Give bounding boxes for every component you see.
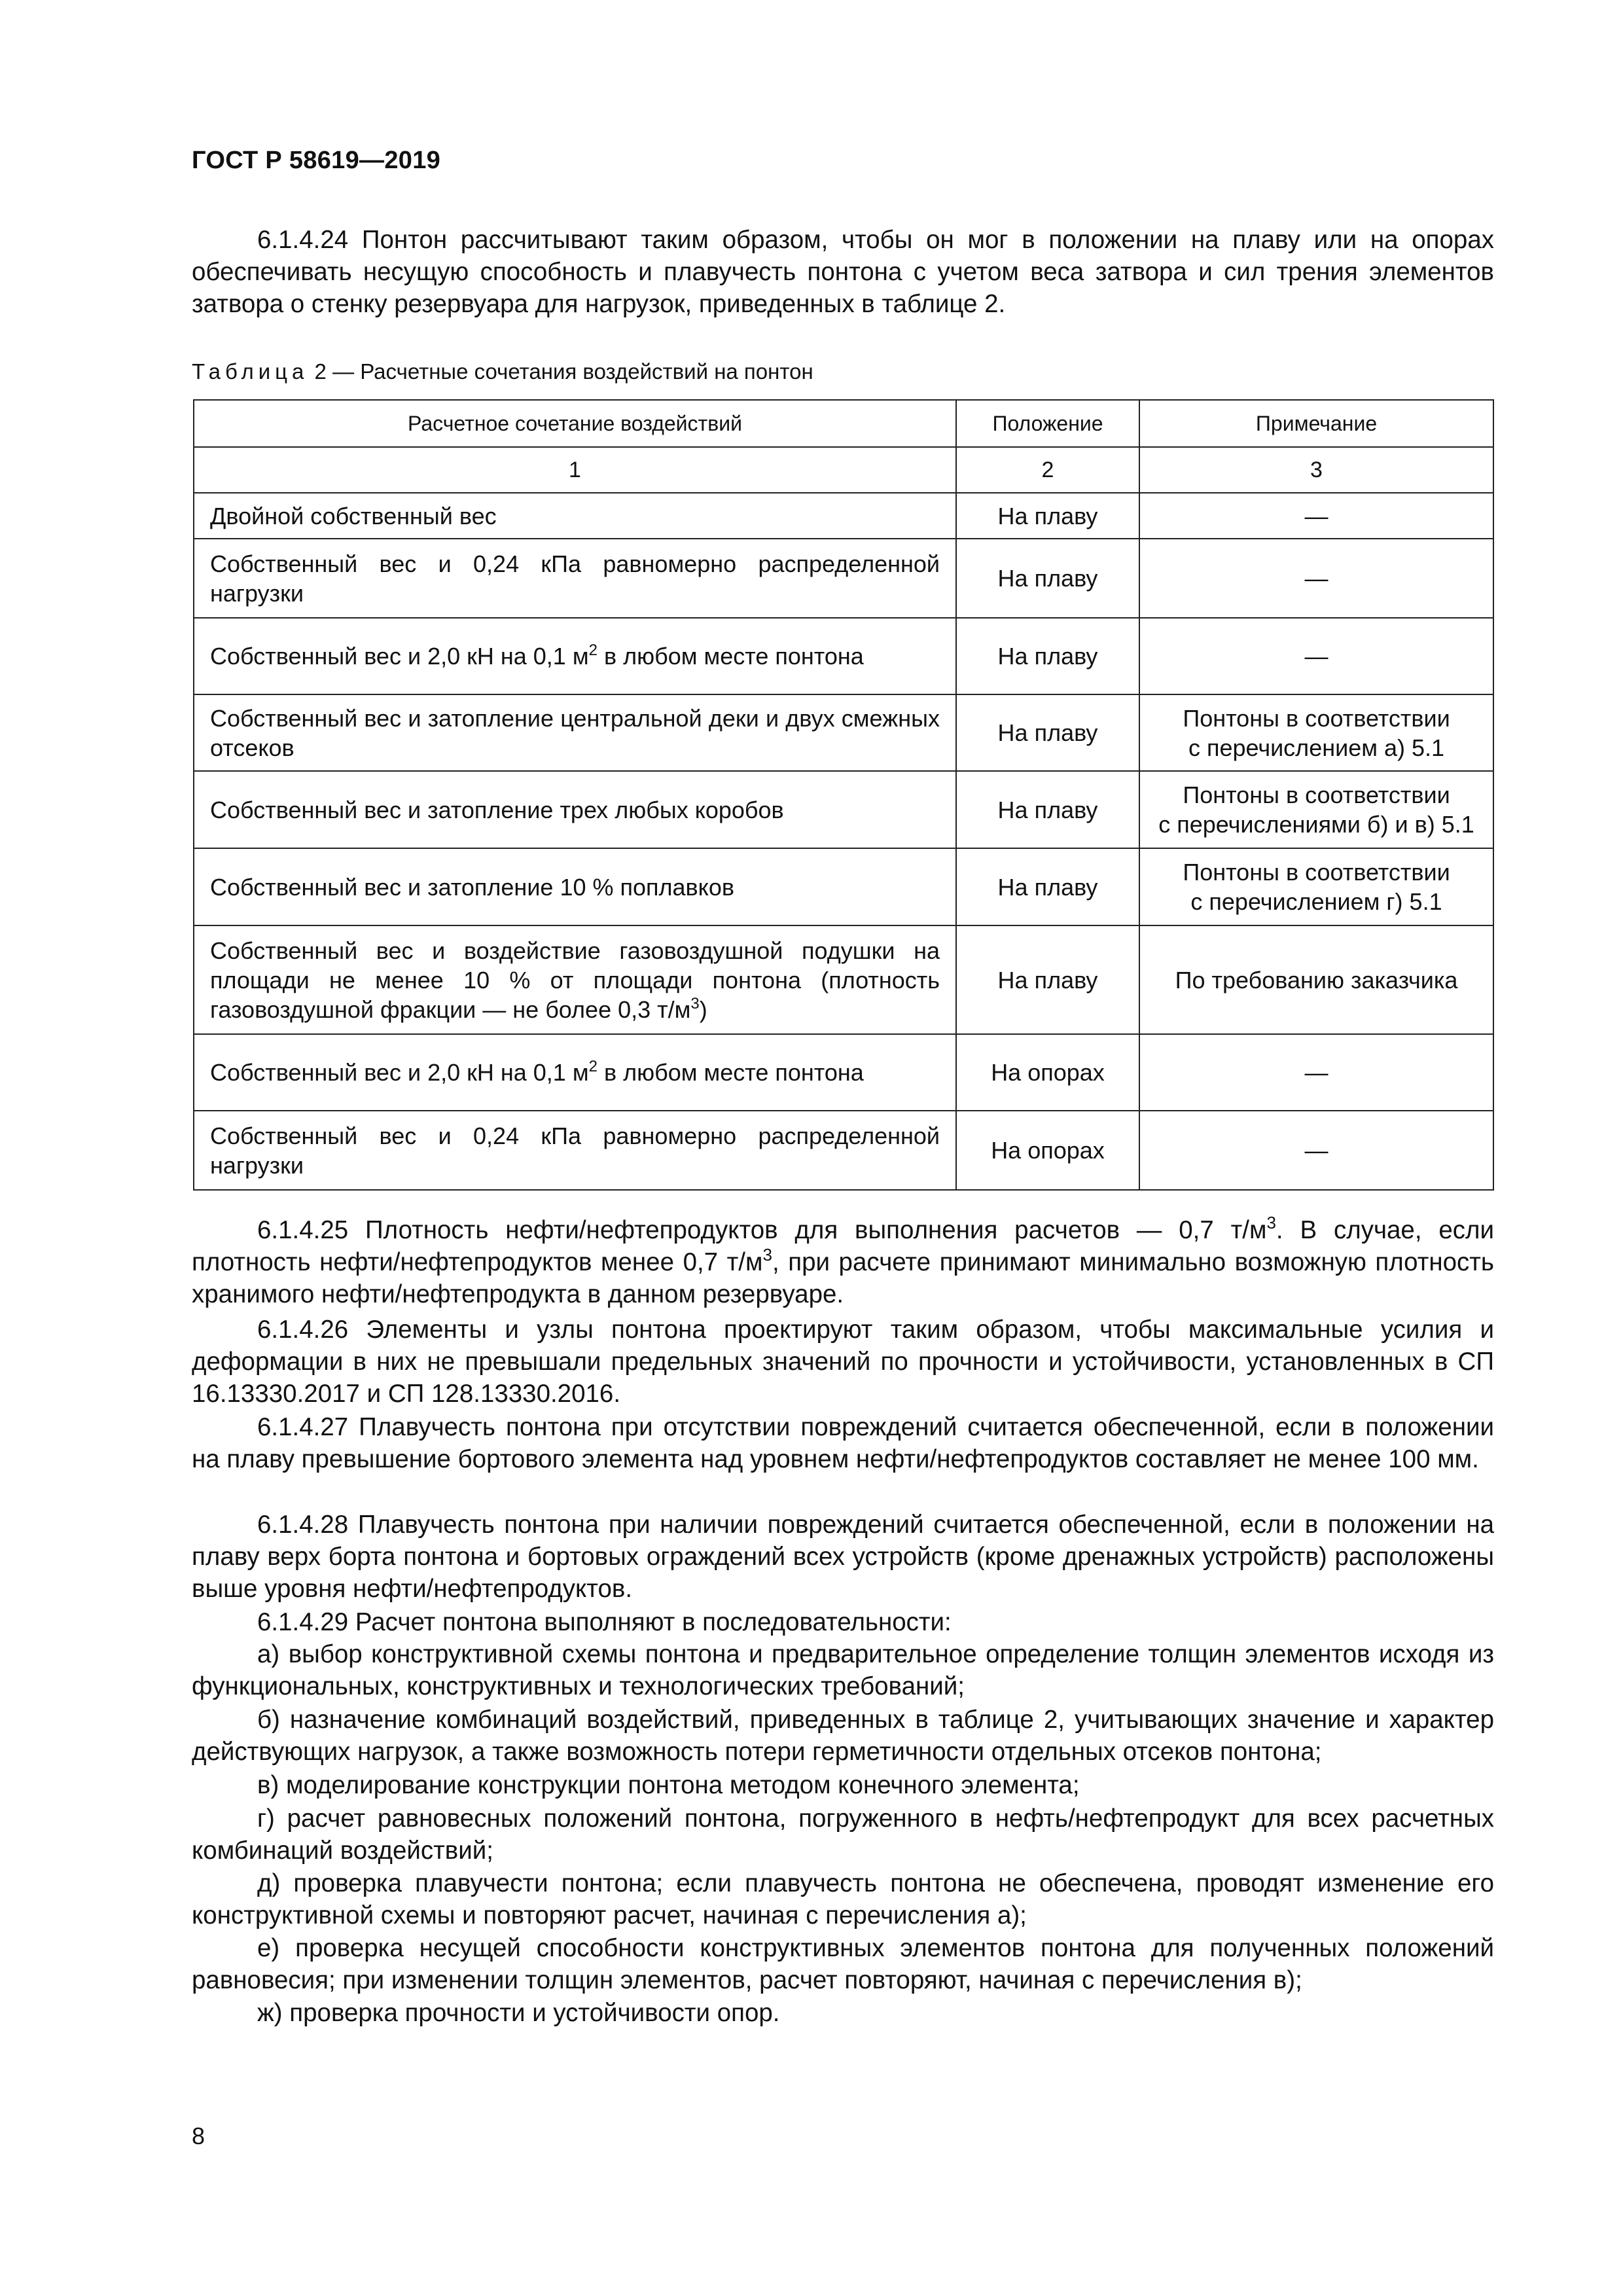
row-combination (194, 925, 956, 1034)
note-line: По требованию заказчика (1175, 966, 1458, 994)
table-caption-text: 2 — Расчетные сочетания воздействий на понтон (308, 359, 813, 384)
text-part: ) (699, 996, 707, 1023)
list-item-b: б) назначение комбинаций воздействий, приведенных в таблице 2, учитывающих значение и характер действующих нагрузок, а также возможность потери герметичности отдельных отсеков понтона; (192, 1706, 1494, 1766)
note-line: — (1304, 502, 1329, 529)
row-position: На плаву (956, 771, 1139, 848)
table-header-row (194, 400, 1493, 447)
table-row (194, 493, 1493, 539)
table-row (194, 848, 1493, 925)
superscript: 3 (690, 994, 700, 1013)
table-row (194, 1034, 1493, 1111)
table-row (194, 1111, 1493, 1190)
loads-table (193, 399, 1494, 1191)
superscript: 3 (762, 1245, 772, 1265)
row-position: На плаву (956, 925, 1139, 1034)
text-part: 6.1.4.25 Плотность нефти/нефтепродуктов для выполнения расчетов — 0,7 т/м (257, 1216, 1267, 1244)
row-note (1139, 1111, 1493, 1190)
paragraph-6-1-4-28: 6.1.4.28 Плавучесть понтона при наличии повреждений считается обеспеченной, если в положении на плаву верх борта понтона и бортовых ограждений всех устройств (кроме дренажных устройств) расположены выше уровня нефти/нефтепродуктов. (192, 1511, 1494, 1603)
column-number: 3 (1139, 447, 1493, 493)
list-item-c: в) моделирование конструкции понтона методом конечного элемента; (257, 1771, 1080, 1799)
table-caption-label: Таблица (192, 359, 309, 384)
note-line: — (1304, 1059, 1329, 1086)
row-combination (194, 1034, 956, 1111)
header-note: Примечание (1139, 400, 1493, 447)
superscript: 2 (588, 1058, 597, 1075)
list-item-g: ж) проверка прочности и устойчивости опор. (257, 1999, 780, 2027)
paragraph-6-1-4-29: 6.1.4.29 Расчет понтона выполняют в последовательности: (257, 1608, 952, 1636)
table-caption (192, 359, 813, 385)
text-part: в любом месте понтона (597, 1059, 864, 1086)
row-position: На плаву (956, 493, 1139, 539)
row-combination: Собственный вес и затопление центральной деки и двух смежных отсеков (194, 694, 956, 771)
note-line: с перечислениями б) и в) 5.1 (1158, 811, 1474, 838)
note-line: с перечислением а) 5.1 (1188, 734, 1445, 761)
row-note (1139, 1034, 1493, 1111)
list-item-e: д) проверка плавучести понтона; если плавучесть понтона не обеспечена, проводят изменение его конструктивной схемы и повторяют расчет, начиная с перечисления а); (192, 1869, 1494, 1929)
text-part: . В случае, если плотность нефти/нефтепродуктов менее 0,7 т/м (192, 1216, 1494, 1276)
paragraph-6-1-4-26: 6.1.4.26 Элементы и узлы понтона проектируют таким образом, чтобы максимальные усилия и деформации в них не превышали предельных значений по прочности и устойчивости, установленных в СП 16.13330.2017 и СП 128.13330.2016. (192, 1316, 1494, 1408)
row-position: На опорах (956, 1034, 1139, 1111)
text-part: в любом месте понтона (597, 643, 864, 670)
note-line: — (1304, 643, 1329, 670)
text-part: Собственный вес и воздействие газовоздушной подушки на площади не менее 10 % от площади понтона (плотность газовоздушной фракции — не более 0,3 т/м (210, 937, 940, 1023)
row-position: На опорах (956, 1111, 1139, 1190)
note-line: Понтоны в соответствии (1183, 781, 1450, 808)
row-note (1139, 925, 1493, 1034)
table-row (194, 694, 1493, 771)
text-part: Собственный вес и 2,0 кН на 0,1 м (210, 1059, 589, 1086)
table-row (194, 618, 1493, 694)
note-line: Понтоны в соответствии (1183, 704, 1450, 732)
row-note (1139, 694, 1493, 771)
row-note (1139, 493, 1493, 539)
row-note (1139, 771, 1493, 848)
superscript: 3 (1266, 1213, 1276, 1232)
header-position: Положение (956, 400, 1139, 447)
row-position: На плаву (956, 539, 1139, 618)
list-item-f: е) проверка несущей способности конструктивных элементов понтона для полученных положений равновесия; при изменении толщин элементов, расчет повторяют, начиная с перечисления в); (192, 1934, 1494, 1994)
row-note (1139, 539, 1493, 618)
row-combination: Собственный вес и затопление 10 % поплавков (194, 848, 956, 925)
table-row (194, 771, 1493, 848)
list-item-a: а) выбор конструктивной схемы понтона и предварительное определение толщин элементов исходя из функциональных, конструктивных и технологических требований; (192, 1640, 1494, 1700)
row-combination (194, 618, 956, 694)
header-combination: Расчетное сочетание воздействий (194, 400, 956, 447)
note-line: с перечислением г) 5.1 (1190, 888, 1442, 915)
column-number: 1 (194, 447, 956, 493)
row-position: На плаву (956, 618, 1139, 694)
text-part: , при расчете принимают минимально возможную плотность хранимого нефти/нефтепродукта в данном резервуаре. (192, 1248, 1494, 1308)
paragraph-6-1-4-25 (192, 1214, 1494, 1310)
page-number: 8 (192, 2123, 205, 2149)
list-item-d: г) расчет равновесных положений понтона, погруженного в нефть/нефтепродукт для всех расчетных комбинаций воздействий; (192, 1804, 1494, 1865)
text-part: Собственный вес и 2,0 кН на 0,1 м (210, 643, 589, 670)
row-combination: Собственный вес и 0,24 кПа равномерно распределенной нагрузки (194, 539, 956, 618)
table-row (194, 925, 1493, 1034)
row-combination: Собственный вес и 0,24 кПа равномерно распределенной нагрузки (194, 1111, 956, 1190)
table-row (194, 539, 1493, 618)
paragraph-6-1-4-24: 6.1.4.24 Понтон рассчитывают таким образом, чтобы он мог в положении на плаву или на опорах обеспечивать несущую способность и плавучесть понтона с учетом веса затвора и сил трения элементов затвора о стенку резервуара для нагрузок, приведенных в таблице 2. (192, 226, 1494, 318)
column-number: 2 (956, 447, 1139, 493)
row-combination: Двойной собственный вес (194, 493, 956, 539)
paragraph-6-1-4-27: 6.1.4.27 Плавучесть понтона при отсутствии повреждений считается обеспеченной, если в положении на плаву превышение бортового элемента над уровнем нефти/нефтепродуктов составляет не менее 100 мм. (192, 1413, 1494, 1473)
superscript: 2 (588, 641, 597, 659)
column-number-row (194, 447, 1493, 493)
row-position: На плаву (956, 848, 1139, 925)
row-combination: Собственный вес и затопление трех любых коробов (194, 771, 956, 848)
row-position: На плаву (956, 694, 1139, 771)
row-note (1139, 848, 1493, 925)
note-line: — (1304, 1137, 1329, 1164)
note-line: Понтоны в соответствии (1183, 859, 1450, 886)
note-line: — (1304, 565, 1329, 592)
row-note (1139, 618, 1493, 694)
document-header: ГОСТ Р 58619—2019 (192, 147, 441, 174)
